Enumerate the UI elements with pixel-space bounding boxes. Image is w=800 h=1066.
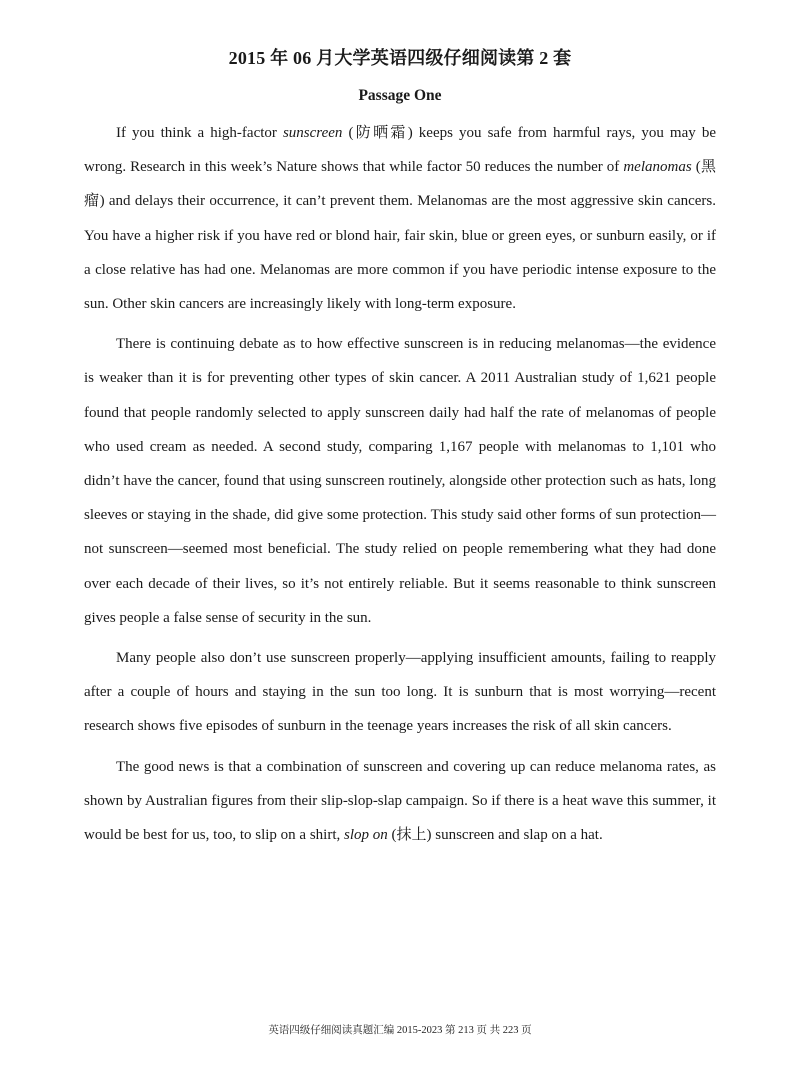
passage-body: [84, 116, 716, 858]
term-melanomas: melanomas: [623, 159, 692, 176]
paragraph-4-text-b: sunscreen and slap on a hat.: [431, 827, 603, 844]
paragraph-2: There is continuing debate as to how effective sunscreen is in reducing melanomas—the evidence is weaker than it is for preventing other types of skin cancer. A 2011 Australian study of 1,621 people found that people randomly selected to apply sunscreen daily had half the rate of melanomas of people who used cream as needed. A second study, comparing 1,167 people with melanomas to 1,101 who didn’t have the cancer, found that using sunscreen routinely, alongside other protection such as hats, long sleeves or staying in the shade, did give some protection. This study said other forms of sun protection—not sunscreen—seemed most beneficial. The study relied on people remembering what they had done over each decade of their lives, so it’s not entirely reliable. But it seems reasonable to think sunscreen gives people a false sense of security in the sun.: [84, 336, 716, 626]
paragraph-3: Many people also don’t use sunscreen properly—applying insufficient amounts, failing to reapply after a couple of hours and staying in the sun too long. It is sunburn that is most worrying—recent research shows five episodes of sunburn in the teenage years increases the risk of all skin cancers.: [84, 650, 716, 735]
term-sunscreen: sunscreen: [282, 125, 343, 141]
paragraph-1-text-b: keeps you safe from harmful rays, you may be wrong. Research in this week’s Nature shows that while factor 50 reduces the number of: [84, 125, 716, 176]
gloss-melanomas: (黑瘤): [84, 159, 716, 210]
passage-title: Passage One: [358, 87, 442, 104]
paragraph-4: [84, 750, 716, 853]
gloss-sunscreen: (防晒霜): [342, 125, 413, 141]
paragraph-1-text-a: If you think a high-factor: [116, 125, 283, 141]
term-slop-on: slop on: [343, 827, 388, 844]
page-footer: 英语四级仔细阅读真题汇编 2015-2023 第 213 页 共 223 页: [268, 1025, 532, 1036]
document-title: 2015 年 06 月大学英语四级仔细阅读第 2 套: [228, 48, 572, 68]
paragraph-1: [84, 116, 716, 321]
paragraph-1-text-c: and delays their occurrence, it can’t prevent them. Melanomas are the most aggressive skin cancers. You have a higher risk if you have red or blond hair, fair skin, blue or green eyes, or sunburn easily, or if a close relative has had one. Melanomas are more common if you have periodic intense exposure to the sun. Other skin cancers are increasingly likely with long-term exposure.: [84, 193, 717, 313]
gloss-slop-on: (抹上): [387, 827, 432, 844]
paragraph-4-text-a: The good news is that a combination of sunscreen and covering up can reduce melanoma rates, as shown by Australian figures from their slip-slop-slap campaign. So if there is a heat wave this summer, it would be best for us, too, to slip on a shirt,: [84, 758, 716, 844]
